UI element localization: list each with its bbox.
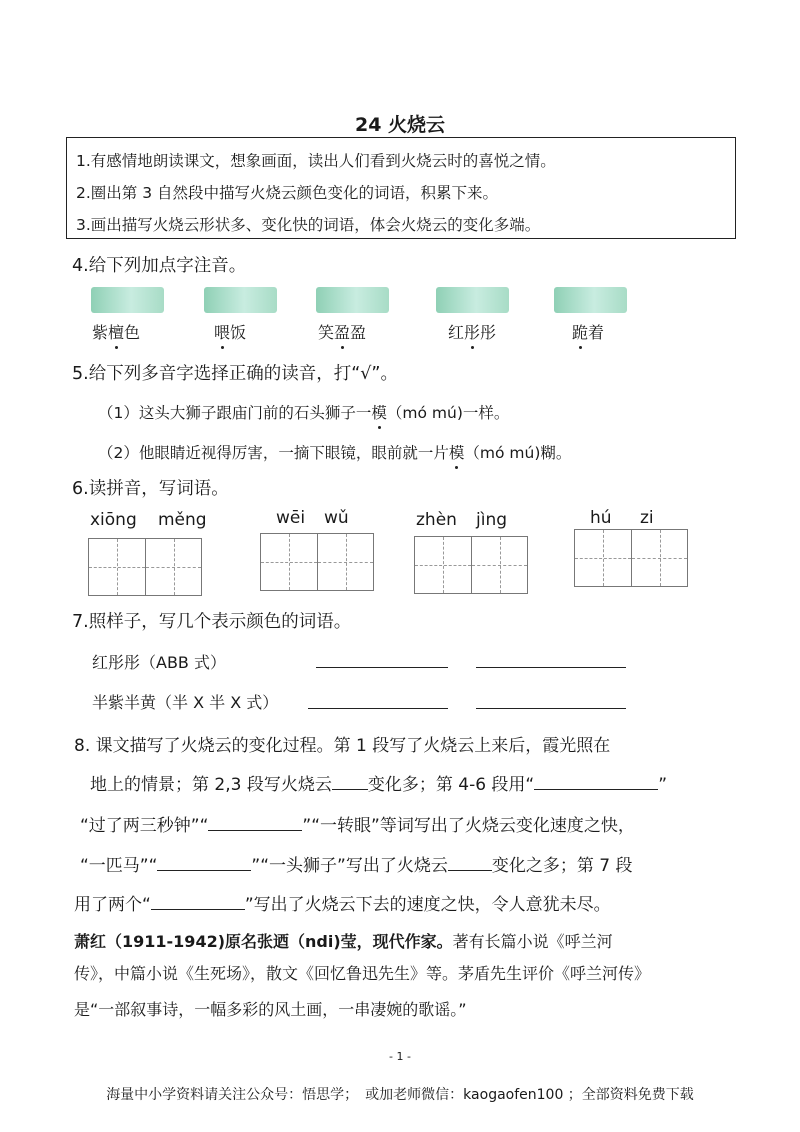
- q8-blank-1[interactable]: [332, 771, 368, 790]
- q8-line-1: 8. 课文描写了火烧云的变化过程。第 1 段写了火烧云上来后，霞光照在: [74, 736, 611, 756]
- q8-blank-4[interactable]: [157, 852, 251, 871]
- q7-example-1: 红彤彤（ABB 式）: [92, 653, 226, 672]
- pinyin-answer-box-4[interactable]: [436, 287, 509, 313]
- q8-line-2: 地上的情景；第 2,3 段写火烧云 变化多；第 4-6 段用“ ”: [90, 770, 667, 795]
- pinyin-2b: wǔ: [324, 508, 349, 528]
- page-title: 24 火烧云: [354, 114, 446, 136]
- q8-line-4: “一匹马”“ ”“一头狮子”写出了火烧云 变化之多；第 7 段: [80, 851, 632, 876]
- q4-word-2: 喂饭: [214, 320, 246, 343]
- writing-grid-3[interactable]: [414, 536, 528, 594]
- q8-blank-2[interactable]: [534, 771, 658, 790]
- q7-example-2: 半紫半黄（半 X 半 X 式）: [92, 693, 279, 712]
- pinyin-3b: jìng: [476, 510, 508, 530]
- q4-word-5: 跪着: [572, 320, 604, 343]
- q5-prompt: 5.给下列多音字选择正确的读音，打“√”。: [72, 364, 398, 384]
- q8-blank-3[interactable]: [208, 812, 302, 831]
- q7-blank-2[interactable]: [476, 667, 626, 668]
- goal-2: 2.圈出第 3 自然段中描写火烧云颜色变化的词语，积累下来。: [76, 184, 499, 202]
- bio-line-2: 传》，中篇小说《生死场》，散文《回忆鲁迅先生》等。茅盾先生评价《呼兰河传》: [74, 964, 651, 983]
- dotted-char: 模: [371, 401, 387, 423]
- q5-item-2: （2）他眼睛近视得厉害，一摘下眼镜，眼前就一片模（mó mú)糊。: [98, 441, 571, 463]
- pinyin-1b: měng: [158, 510, 207, 530]
- pinyin-4a: hú: [590, 508, 612, 528]
- bio-line-1: 萧红（1911-1942)原名张迺（ndi)莹，现代作家。著有长篇小说《呼兰河: [74, 932, 613, 951]
- pinyin-answer-box-3[interactable]: [316, 287, 389, 313]
- pinyin-2a: wēi: [276, 508, 306, 528]
- q7-blank-4[interactable]: [476, 708, 626, 709]
- q8-line-3: “过了两三秒钟”“ ”“一转眼”等词写出了火烧云变化速度之快，: [80, 811, 635, 836]
- dotted-char: 模: [449, 441, 465, 463]
- writing-grid-4[interactable]: [574, 529, 688, 587]
- dotted-char: 盈: [334, 320, 350, 343]
- goal-3: 3.画出描写火烧云形状多、变化快的词语，体会火烧云的变化多端。: [76, 216, 541, 234]
- dotted-char: 跪: [572, 320, 588, 343]
- q4-prompt: 4.给下列加点字注音。: [72, 256, 247, 276]
- pinyin-4b: zi: [640, 508, 654, 528]
- q8-line-5: 用了两个“ ”写出了火烧云下去的速度之快，令人意犹未尽。: [74, 890, 611, 915]
- q8-blank-5[interactable]: [448, 852, 492, 871]
- dotted-char: 檀: [108, 320, 124, 343]
- bio-line-3: 是“一部叙事诗，一幅多彩的风土画，一串凄婉的歌谣。”: [74, 1000, 467, 1019]
- writing-grid-2[interactable]: [260, 533, 374, 591]
- q5-item-1: （1）这头大狮子跟庙门前的石头狮子一模（mó mú)一样。: [98, 401, 509, 423]
- page-number: - 1 -: [389, 1050, 411, 1063]
- goal-1: 1.有感情地朗读课文，想象画面，读出人们看到火烧云时的喜悦之情。: [76, 152, 556, 170]
- pinyin-3a: zhèn: [416, 510, 457, 530]
- pinyin-answer-box-2[interactable]: [204, 287, 277, 313]
- q7-blank-1[interactable]: [316, 667, 448, 668]
- q7-blank-3[interactable]: [308, 708, 448, 709]
- q8-blank-6[interactable]: [151, 891, 245, 910]
- q4-word-4: 红彤彤: [448, 320, 496, 343]
- pinyin-answer-box-1[interactable]: [91, 287, 164, 313]
- q6-prompt: 6.读拼音，写词语。: [72, 479, 229, 499]
- footer-note: 海量中小学资料请关注公众号：悟思学； 或加老师微信：kaogaofen100 ；全部资料免费下载: [106, 1087, 694, 1103]
- bio-heading: 萧红（1911-1942)原名张迺（ndi)莹，现代作家。: [74, 932, 453, 951]
- q4-word-1: 紫檀色: [92, 320, 140, 343]
- q7-prompt: 7.照样子，写几个表示颜色的词语。: [72, 612, 352, 632]
- writing-grid-1[interactable]: [88, 538, 202, 596]
- pinyin-1a: xiōng: [90, 510, 137, 530]
- dotted-char: 喂: [214, 320, 230, 343]
- pinyin-answer-box-5[interactable]: [554, 287, 627, 313]
- dotted-char: 彤: [464, 320, 480, 343]
- q4-word-3: 笑盈盈: [318, 320, 366, 343]
